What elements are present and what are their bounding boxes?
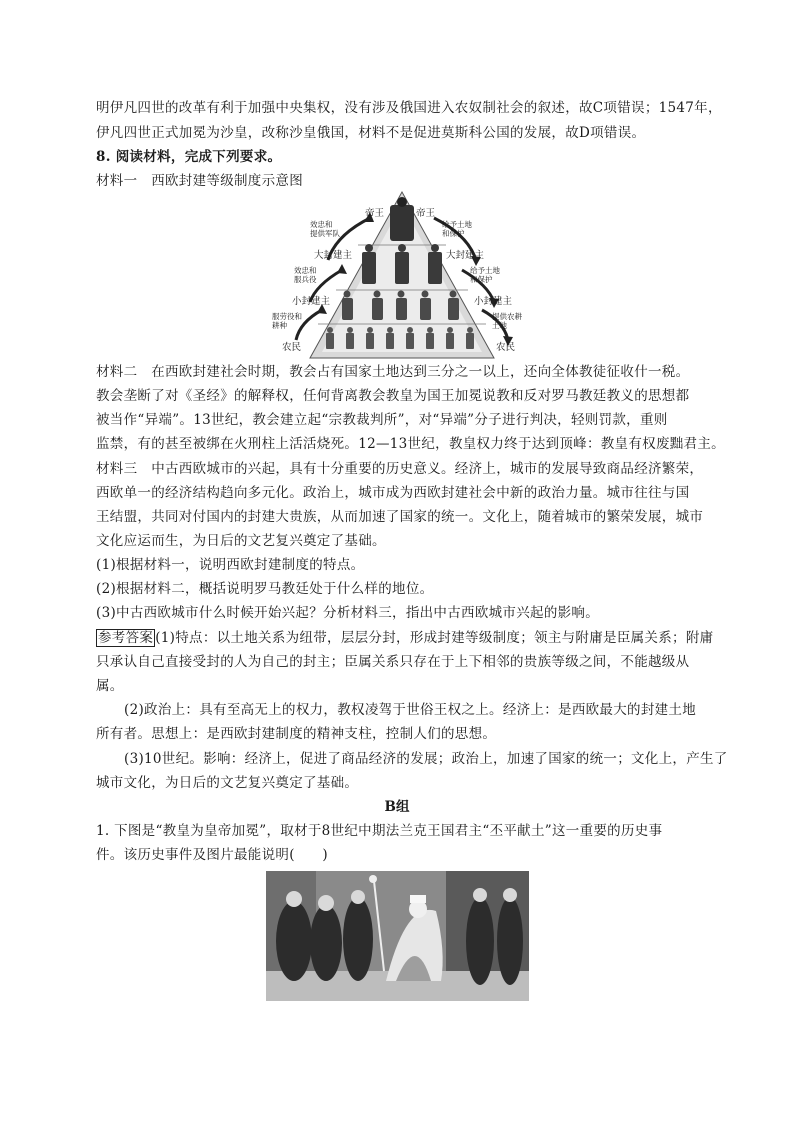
group-b-question-1: 1. 下图是“教皇为皇帝加冕”，取材于8世纪中期法兰克王国君主“丕平献土”这一重要的历史事 — [96, 823, 663, 839]
sub-question-2: (2)根据材料二，概括说明罗马教廷处于什么样的地位。 — [96, 581, 434, 597]
material-2-line: 教会垄断了对《圣经》的解释权，任何背离教会教皇为国王加冕说教和反对罗马教廷教义的思想都 — [96, 388, 690, 404]
answer-3-line: 城市文化，为日后的文艺复兴奠定了基础。 — [96, 775, 359, 791]
answer-1-line: 只承认自己直接受封的人为自己的封主；臣属关系只存在于上下相邻的贵族等级之间，不能越级从 — [96, 654, 690, 670]
label-peasant-right: 农民 — [496, 342, 516, 353]
answer-tag: 参考答案 — [98, 630, 154, 646]
label-left-arrow-3: 服劳役和 耕种 — [272, 312, 302, 330]
label-great-lord: 大封建主 — [314, 250, 353, 261]
label-right-arrow-3: 提供农耕 土地 — [492, 312, 522, 330]
label-peasant: 农民 — [282, 342, 302, 353]
text-line: 伊凡四世正式加冕为沙皇，改称沙皇俄国，材料不是促进莫斯科公国的发展，故D项错误。 — [96, 125, 646, 141]
label-small-lord: 小封建主 — [292, 296, 331, 307]
group-b-title: B组 — [384, 799, 410, 815]
feudal-hierarchy-pyramid-figure — [270, 190, 534, 360]
material-2-line: 监禁，有的甚至被绑在火刑柱上活活烧死。12—13世纪，教皇权力终于达到顶峰：教皇有权废黜君主。 — [96, 436, 725, 452]
sub-question-1: (1)根据材料一，说明西欧封建制度的特点。 — [96, 557, 365, 573]
material-1-title: 材料一 西欧封建等级制度示意图 — [96, 173, 303, 189]
answer-2-line: (2)政治上：具有至高无上的权力，教权凌驾于世俗王权之上。经济上：是西欧最大的封建土地 — [124, 702, 697, 718]
material-3-line: 王结盟，共同对付国内的封建大贵族，从而加速了国家的统一。文化上，随着城市的繁荣发展，城市 — [96, 509, 704, 525]
question-8-prompt: 8. 阅读材料，完成下列要求。 — [96, 149, 282, 165]
pope-crowning-emperor-image — [266, 871, 529, 1001]
answer-1-line: 属。 — [96, 678, 124, 694]
label-small-lord-right: 小封建主 — [474, 296, 513, 307]
material-3-line: 文化应运而生，为日后的文艺复兴奠定了基础。 — [96, 533, 386, 549]
label-left-arrow-2: 效忠和 服兵役 — [294, 266, 317, 284]
sub-question-3: (3)中古西欧城市什么时候开始兴起？分析材料三，指出中古西欧城市兴起的影响。 — [96, 605, 600, 621]
coronation-illustration — [266, 871, 529, 1001]
label-king: 帝王 — [365, 208, 385, 219]
label-left-arrow-1: 效忠和 提供军队 — [310, 220, 340, 238]
material-3-line: 西欧单一的经济结构趋向多元化。政治上，城市成为西欧封建社会中新的政治力量。城市往往与国 — [96, 485, 690, 501]
label-great-lord-right: 大封建主 — [446, 250, 485, 261]
answer-2-line: 所有者。思想上：是西欧封建制度的精神支柱，控制人们的思想。 — [96, 726, 497, 742]
label-right-arrow-1: 给予土地 和保护 — [442, 220, 472, 238]
label-king-right: 帝王 — [416, 208, 436, 219]
answer-3-line: (3)10世纪。影响：经济上，促进了商品经济的发展；政治上，加速了国家的统一；文化上，产生了 — [124, 751, 728, 767]
material-2-line: 被当作“异端”。13世纪，教会建立起“宗教裁判所”，对“异端”分子进行判决，轻则罚款，重则 — [96, 412, 668, 428]
text-line: 明伊凡四世的改革有利于加强中央集权，没有涉及俄国进入农奴制社会的叙述，故C项错误；1547年， — [96, 100, 722, 116]
answer-1-text: (1)特点：以土地关系为纽带，层层分封，形成封建等级制度；领主与附庸是臣属关系；附庸 — [155, 630, 714, 646]
group-b-question-1: 件。该历史事件及图片最能说明( ) — [96, 847, 328, 863]
answer-1-line — [96, 628, 713, 648]
label-right-arrow-2: 给予土地 和保护 — [470, 266, 500, 284]
material-3-line: 材料三 中古西欧城市的兴起，具有十分重要的历史意义。经济上，城市的发展导致商品经济繁荣， — [96, 461, 704, 477]
material-2-line: 材料二 在西欧封建社会时期，教会占有国家土地达到三分之一以上，还向全体教徒征收什一税。 — [96, 364, 690, 380]
